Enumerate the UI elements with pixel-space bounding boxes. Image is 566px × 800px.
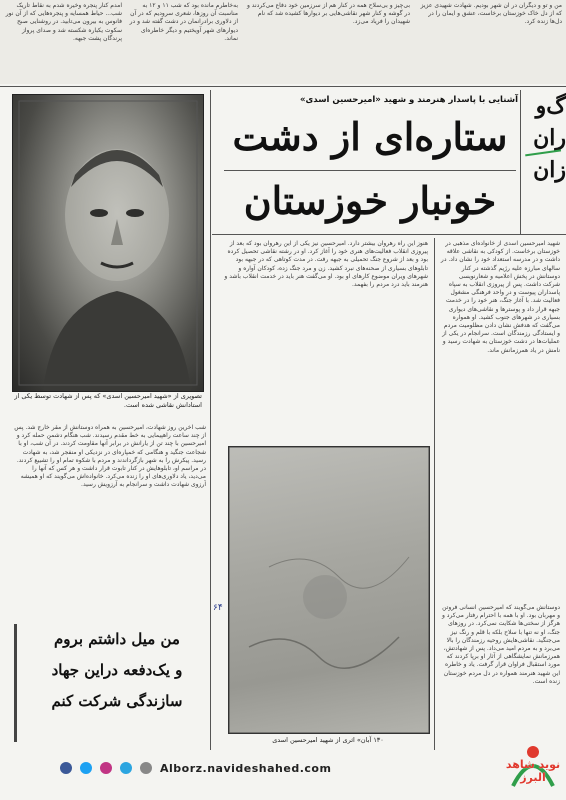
top-column-3: بی‌چیز و بی‌سلاح همه در کنار هم از سرزمین خود دفاع می‌کردند و در گوشه و کنار شهر نقاشی‌هایی بر دیوارها کشیده شد که نام شهیدان را فریاد می‌زد. (247, 2, 410, 26)
side-headline-3: زان (533, 157, 566, 183)
side-box-divider (520, 90, 521, 234)
footer-url[interactable]: Alborz.navideshahed.com (160, 761, 332, 775)
right-column-text-bottom: دوستانش می‌گویند که امیرحسین انسانی فروتن و مهربان بود. او با همه با احترام رفتار می‌کرد و هرگز از سختی‌ها شکایت نمی‌کرد. در روزهای جنگ، او نه تنها با سلاح بلکه با قلم و رنگ نیز می‌جنگید. نقاشی‌هایش روحیه رزمندگان را بالا می‌برد و به مردم امید می‌داد. پس از شهادتش، همرزمانش نمایشگاهی از آثار او برپا کردند که مورد استقبال فراوان قرار گرفت. یاد و خاطره این شهید هنرمند همواره در دل مردم خوزستان زنده است. (441, 604, 560, 685)
top-divider (0, 86, 566, 87)
top-column-1: آمدم کنار پنجره وخیره شدم به نقاط تاریک شب... حیاط همسایه و پنجره‌هایی که از آن نور فانوس به بیرون می‌تابید. در روشنایی صبح سکوت یکباره شکسته شد و صدای پرواز پرندگان پشت جبهه. (5, 2, 122, 42)
right-column-divider (434, 238, 435, 750)
page-number: ۶۴ (213, 603, 223, 613)
facebook-icon (60, 762, 72, 774)
footer-watermark (60, 758, 490, 778)
headline-line-2: خونبار خوزستان (243, 178, 497, 223)
portrait-caption: تصویری از «شهید امیرحسین اسدی» که پس از شهادت توسط یکی از استادانش نقاشی شده است. (14, 392, 202, 409)
side-headline-2: ران (533, 125, 566, 151)
article-subtitle: آشنایی با پاسدار هنرمند و شهید «امیرحسین اسدی» (300, 95, 518, 105)
top-column-4: من و تو و دیگران در آن شهر بودیم. شهادت شهیدی عزیز که از دل خاک خوزستان برخاست، عشق و ایمان را در دل‌ها زنده کرد. (420, 2, 562, 26)
headline-bottom-divider (212, 234, 566, 235)
headline-divider (224, 170, 516, 171)
quote-line-2: و یک‌دفعه دراین جهاد (51, 661, 183, 679)
twitter-icon (80, 762, 92, 774)
middle-column-text: هنوز این راه رهروان بیشتر دارد. امیرحسین نیز یکی از این رهروان بود که بعد از پیروزی انقلاب فعالیت‌های هنری خود را آغاز کرد. او در رشته نقاشی تحصیل کرده بود و بعد از شروع جنگ تحمیلی به جبهه رفت. در مدت کوتاهی که در جبهه بود تابلوهای بسیاری از صحنه‌های نبرد کشید. زن و مرد جنگ زده، کودکان آواره و شهرهای ویران موضوع کارهای او بود. او می‌گفت هنر باید در خدمت انقلاب باشد و هنرمند باید درد مردم را بفهمد. (224, 240, 428, 289)
instagram-icon (100, 762, 112, 774)
side-headline-box (522, 90, 566, 230)
telegram-icon (120, 762, 132, 774)
globe-icon (140, 762, 152, 774)
headline-line-1: ستاره‌ای از دشت (232, 114, 508, 159)
painting-texture-icon (229, 447, 429, 733)
quote-line-1: من میل داشتم بروم (54, 630, 180, 648)
left-column-text: شب آخرین روز شهادت، امیرحسین به همراه دوستانش از مقر خارج شد. پس از چند ساعت راهپیمایی به خط مقدم رسیدند. شب هنگام دشمن حمله کرد و امیرحسین با چند تن از یارانش در برابر آنها مقاومت کردند. در آن شب، او با شجاعت جنگید و هنگامی که خمپاره‌ای در نزدیکی او منفجر شد، به شهادت رسید. پیکرش را به شهر بازگرداندند و مردم با شکوه تمام او را تشییع کردند. در مراسم او، تابلوهایش در کنار تابوت قرار داشت و هر کس که آنها را می‌دید، یاد دلاوری‌های او را زنده می‌کرد. خانواده‌اش می‌گویند که او همیشه آرزوی شهادت داشت و سرانجام به آرزویش رسید. (14, 424, 206, 489)
painting-photo (228, 446, 430, 734)
quote-line-3: سازندگی شرکت کنم (51, 692, 183, 710)
quote-box (14, 624, 217, 742)
portrait-sketch-icon (13, 95, 203, 391)
top-text-strip (0, 0, 566, 84)
painting-caption: ۱۳۰ آبان» اثری از شهید امیرحسین اسدی (272, 736, 384, 744)
logo-text: نوید شاهد البرز (505, 758, 561, 784)
right-column-text: شهید امیرحسین اسدی از خانواده‌ای مذهبی در خوزستان برخاست. از کودکی به نقاشی علاقه داشت و در مدرسه استعداد خود را نشان داد. در سالهای مبارزه علیه رژیم گذشته در کنار دوستانش در پخش اعلامیه و شعارنویسی شرکت داشت. پس از پیروزی انقلاب به سپاه پاسداران پیوست و در واحد فرهنگی مشغول فعالیت شد. با آغاز جنگ، هنر خود را در خدمت جبهه قرار داد و پوسترها و نقاشی‌های دیواری بسیاری در شهرهای جنوب کشید. او همواره می‌گفت که هدفش نشان دادن مظلومیت مردم و ایستادگی رزمندگان است. سرانجام در یکی از عملیات‌ها در دشت خوزستان به شهادت رسید و نامش در یاد همرزمانش ماند. (440, 240, 560, 354)
top-column-2: به‌خاطرم مانده بود که شب ۱۱ و ۱۲ به مناسبت آن روزها، شعری سرودیم که در آن از دلاوری برادرانمان در دشت گفته شد و در دیوارهای شهر آویختیم و دیگر خاطره‌ای نماند. (129, 2, 238, 42)
martyr-portrait-photo (12, 94, 204, 392)
side-headline-1: گ‌و (535, 93, 566, 119)
